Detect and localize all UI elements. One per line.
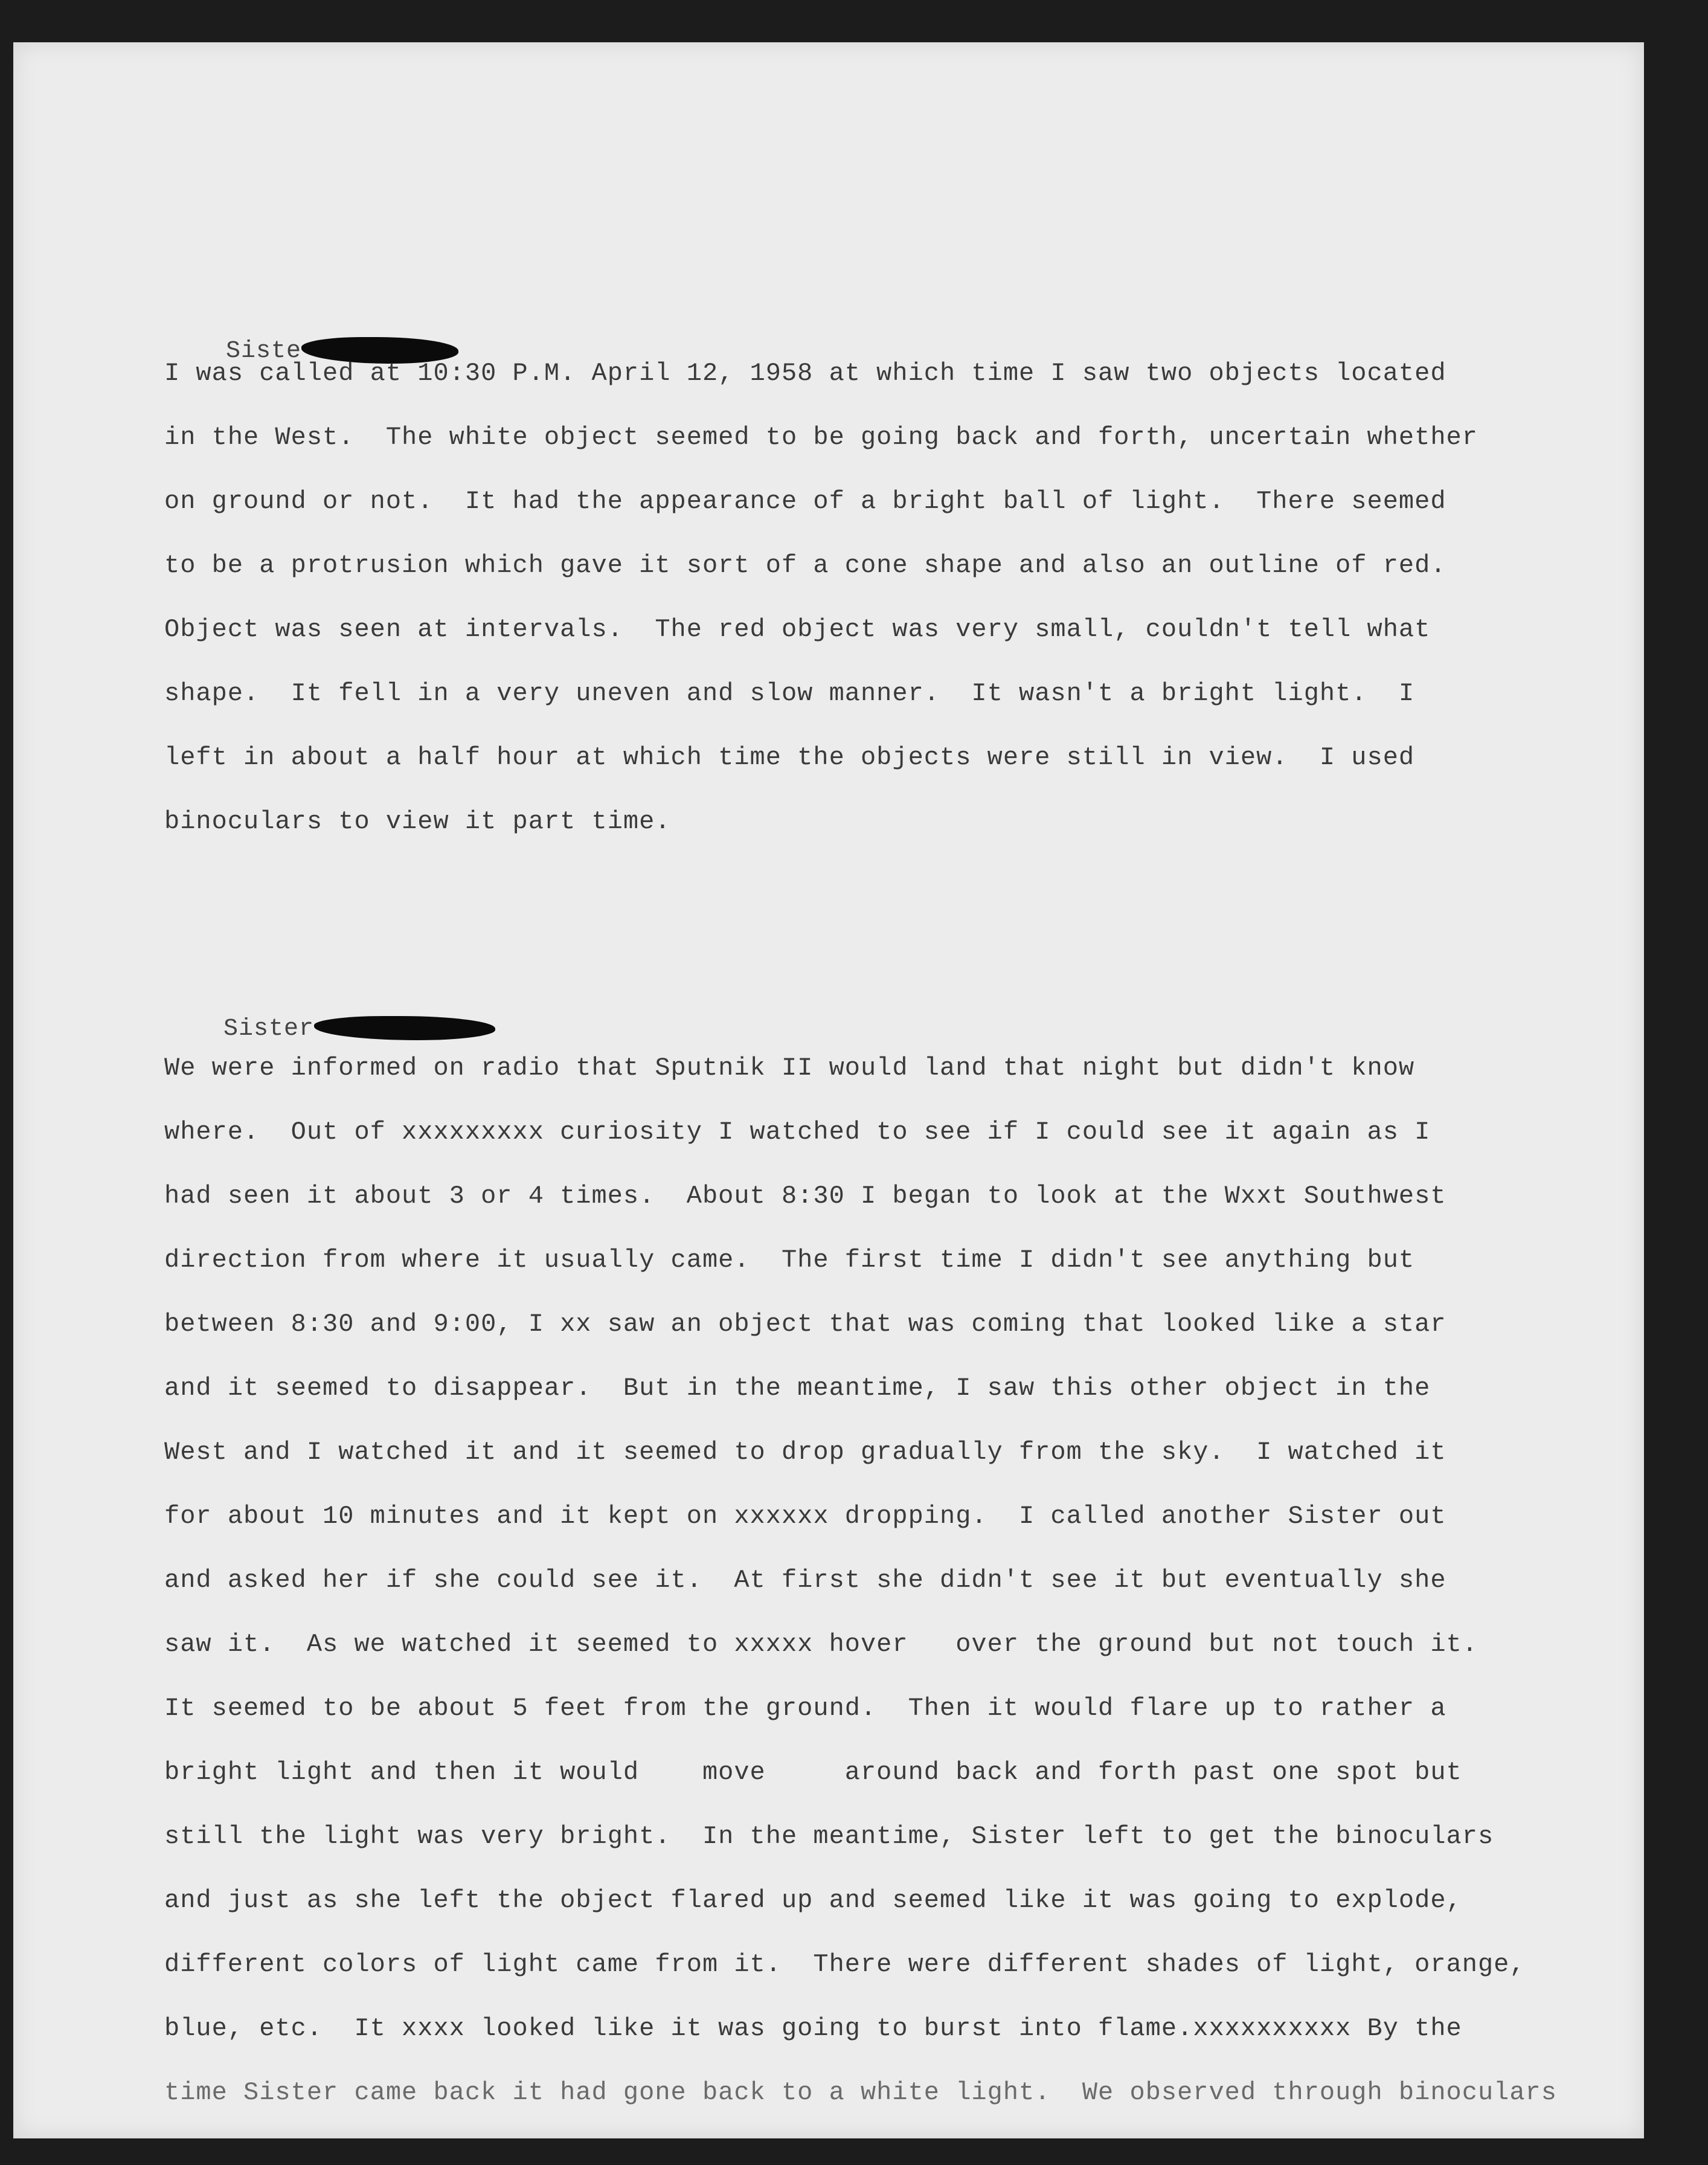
section1-line-6: shape. It fell in a very uneven and slow manner. It wasn't a bright light. I — [164, 679, 1415, 708]
section2-heading-text: Sister — [223, 1015, 315, 1043]
section2-line-14: and just as she left the object flared up and seemed like it was going to explode, — [164, 1886, 1462, 1915]
section2-line-2: where. Out of xxxxxxxxx curiosity I watched to see if I could see it again as I — [164, 1118, 1431, 1147]
section2-heading — [163, 979, 495, 1043]
section1-line-3: on ground or not. It had the appearance of a bright ball of light. There seemed — [164, 487, 1446, 516]
section2-line-15: different colors of light came from it. There were different shades of light, orange, — [164, 1950, 1526, 1979]
section1-line-4: to be a protrusion which gave it sort of a cone shape and also an outline of red. — [164, 551, 1446, 580]
section2-line-12: bright light and then it would move around back and forth past one spot but — [164, 1758, 1462, 1787]
section1-line-7: left in about a half hour at which time the objects were still in view. I used — [164, 743, 1415, 772]
section2-line-1: We were informed on radio that Sputnik II would land that night but didn't know — [164, 1054, 1415, 1082]
section2-line-6: and it seemed to disappear. But in the meantime, I saw this other object in the — [164, 1374, 1431, 1403]
scan-border-top — [0, 0, 1708, 42]
section1-line-2: in the West. The white object seemed to be going back and forth, uncertain whether — [164, 423, 1478, 452]
section2-line-5: between 8:30 and 9:00, I xx saw an object that was coming that looked like a star — [164, 1310, 1446, 1339]
redaction-mark — [314, 1016, 495, 1040]
section1-line-1: I was called at 10:30 P.M. April 12, 1958 at which time I saw two objects located — [164, 359, 1446, 388]
section2-line-16: blue, etc. It xxxx looked like it was going to burst into flame.xxxxxxxxxx By the — [164, 2014, 1462, 2043]
section1-heading-text: Siste — [226, 338, 302, 365]
section2-line-8: for about 10 minutes and it kept on xxxxxx dropping. I called another Sister out — [164, 1502, 1446, 1531]
section2-line-9: and asked her if she could see it. At first she didn't see it but eventually she — [164, 1566, 1446, 1595]
section2-line-10: saw it. As we watched it seemed to xxxxx hover over the ground but not touch it. — [164, 1630, 1478, 1659]
section2-line-4: direction from where it usually came. The first time I didn't see anything but — [164, 1246, 1415, 1275]
section2-line-3: had seen it about 3 or 4 times. About 8:30 I began to look at the Wxxt Southwest — [164, 1182, 1446, 1211]
section2-line-7: West and I watched it and it seemed to drop gradually from the sky. I watched it — [164, 1438, 1446, 1467]
section2-line-13: still the light was very bright. In the meantime, Sister left to get the binoculars — [164, 1822, 1494, 1851]
section2-line-17: time Sister came back it had gone back to a white light. We observed through binoculars — [164, 2078, 1557, 2107]
section1-heading — [165, 301, 458, 365]
section2-line-11: It seemed to be about 5 feet from the ground. Then it would flare up to rather a — [164, 1694, 1446, 1723]
section1-line-8: binoculars to view it part time. — [164, 807, 671, 836]
document-page — [13, 42, 1644, 2138]
section1-line-5: Object was seen at intervals. The red object was very small, couldn't tell what — [164, 615, 1431, 644]
